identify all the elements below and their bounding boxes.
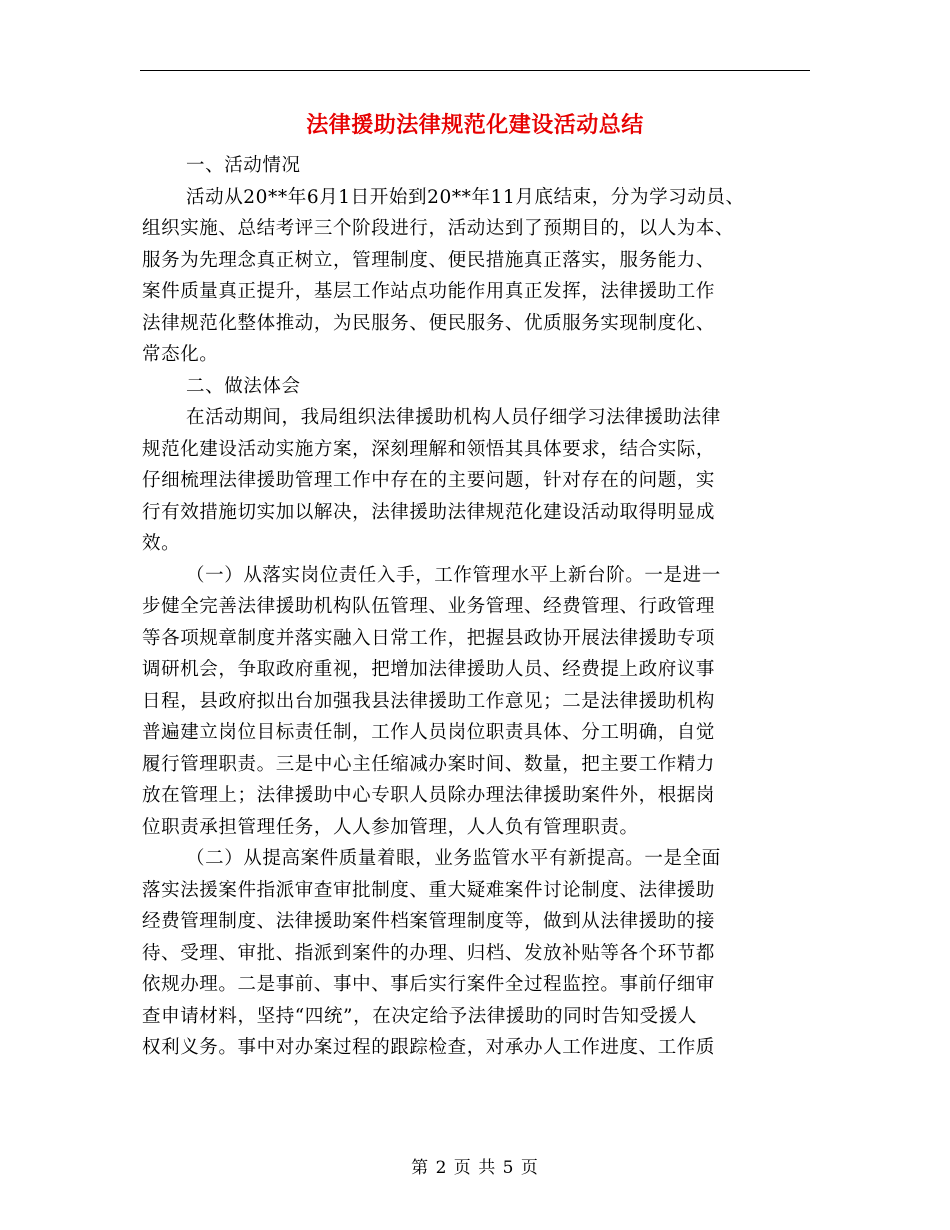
paragraph-line: 等各项规章制度并落实融入日常工作，把握县政协开展法律援助专项 (142, 627, 716, 649)
document-body (142, 150, 822, 1064)
paragraph-line: 组织实施、总结考评三个阶段进行，活动达到了预期目的，以人为本、 (142, 218, 735, 239)
document-title: 法律援助法律规范化建设活动总结 (306, 112, 644, 138)
section-heading-practice: 二、做法体会 (186, 375, 301, 397)
paragraph-line: 依规办理。二是事前、事中、事后实行案件全过程监控。事前仔细审 (142, 974, 716, 995)
paragraph-line: 权利义务。事中对办案过程的跟踪检查，对承办人工作进度、工作质 (142, 1037, 716, 1058)
paragraph-line: 履行管理职责。三是中心主任缩减办案时间、数量，把主要工作精力 (142, 753, 716, 775)
page-number: 第 2 页 共 5 页 (411, 1158, 539, 1178)
section-heading-activity: 一、活动情况 (186, 155, 301, 176)
paragraph-line: 落实法援案件指派审查审批制度、重大疑难案件讨论制度、法律援助 (142, 879, 716, 901)
subsection-line: （二）从提高案件质量着眼，业务监管水平有新提高。一是全面 (186, 848, 721, 869)
paragraph-line: 在活动期间，我局组织法律援助机构人员仔细学习法律援助法律 (186, 407, 721, 428)
paragraph-line: 常态化。 (142, 344, 219, 365)
paragraph-line: 放在管理上；法律援助中心专职人员除办理法律援助案件外，根据岗 (142, 785, 716, 806)
paragraph-line: 活动从20**年6月1日开始到20**年11月底结束，分为学习动员、 (186, 186, 745, 208)
paragraph-line: 日程，县政府拟出台加强我县法律援助工作意见；二是法律援助机构 (142, 690, 716, 712)
paragraph-line: 调研机会，争取政府重视，把增加法律援助人员、经费提上政府议事 (142, 659, 716, 680)
subsection-line: （一）从落实岗位责任入手，工作管理水平上新台阶。一是进一 (186, 564, 721, 586)
paragraph-line: 步健全完善法律援助机构队伍管理、业务管理、经费管理、行政管理 (142, 596, 716, 617)
paragraph-line: 普遍建立岗位目标责任制，工作人员岗位职责具体、分工明确，自觉 (142, 722, 716, 743)
paragraph-line: 效。 (142, 533, 181, 554)
paragraph-line: 案件质量真正提升，基层工作站点功能作用真正发挥，法律援助工作 (142, 281, 716, 302)
paragraph-line: 查申请材料，坚持“四统”，在决定给予法律援助的同时告知受援人 (142, 1005, 697, 1027)
paragraph-line: 待、受理、审批、指派到案件的办理、归档、发放补贴等各个环节都 (142, 942, 716, 964)
header-rule (140, 70, 810, 71)
paragraph-line: 法律规范化整体推动，为民服务、便民服务、优质服务实现制度化、 (142, 312, 716, 334)
paragraph-line: 服务为先理念真正树立，管理制度、便民措施真正落实，服务能力、 (142, 249, 716, 271)
paragraph-line: 规范化建设活动实施方案，深刻理解和领悟其具体要求，结合实际， (142, 438, 716, 460)
paragraph-line: 经费管理制度、法律援助案件档案管理制度等，做到从法律援助的接 (142, 911, 716, 932)
paragraph-line: 行有效措施切实加以解决，法律援助法律规范化建设活动取得明显成 (142, 501, 716, 523)
paragraph-line: 仔细梳理法律援助管理工作中存在的主要问题，针对存在的问题，实 (142, 470, 716, 491)
paragraph-line: 位职责承担管理任务，人人参加管理，人人负有管理职责。 (142, 816, 639, 838)
